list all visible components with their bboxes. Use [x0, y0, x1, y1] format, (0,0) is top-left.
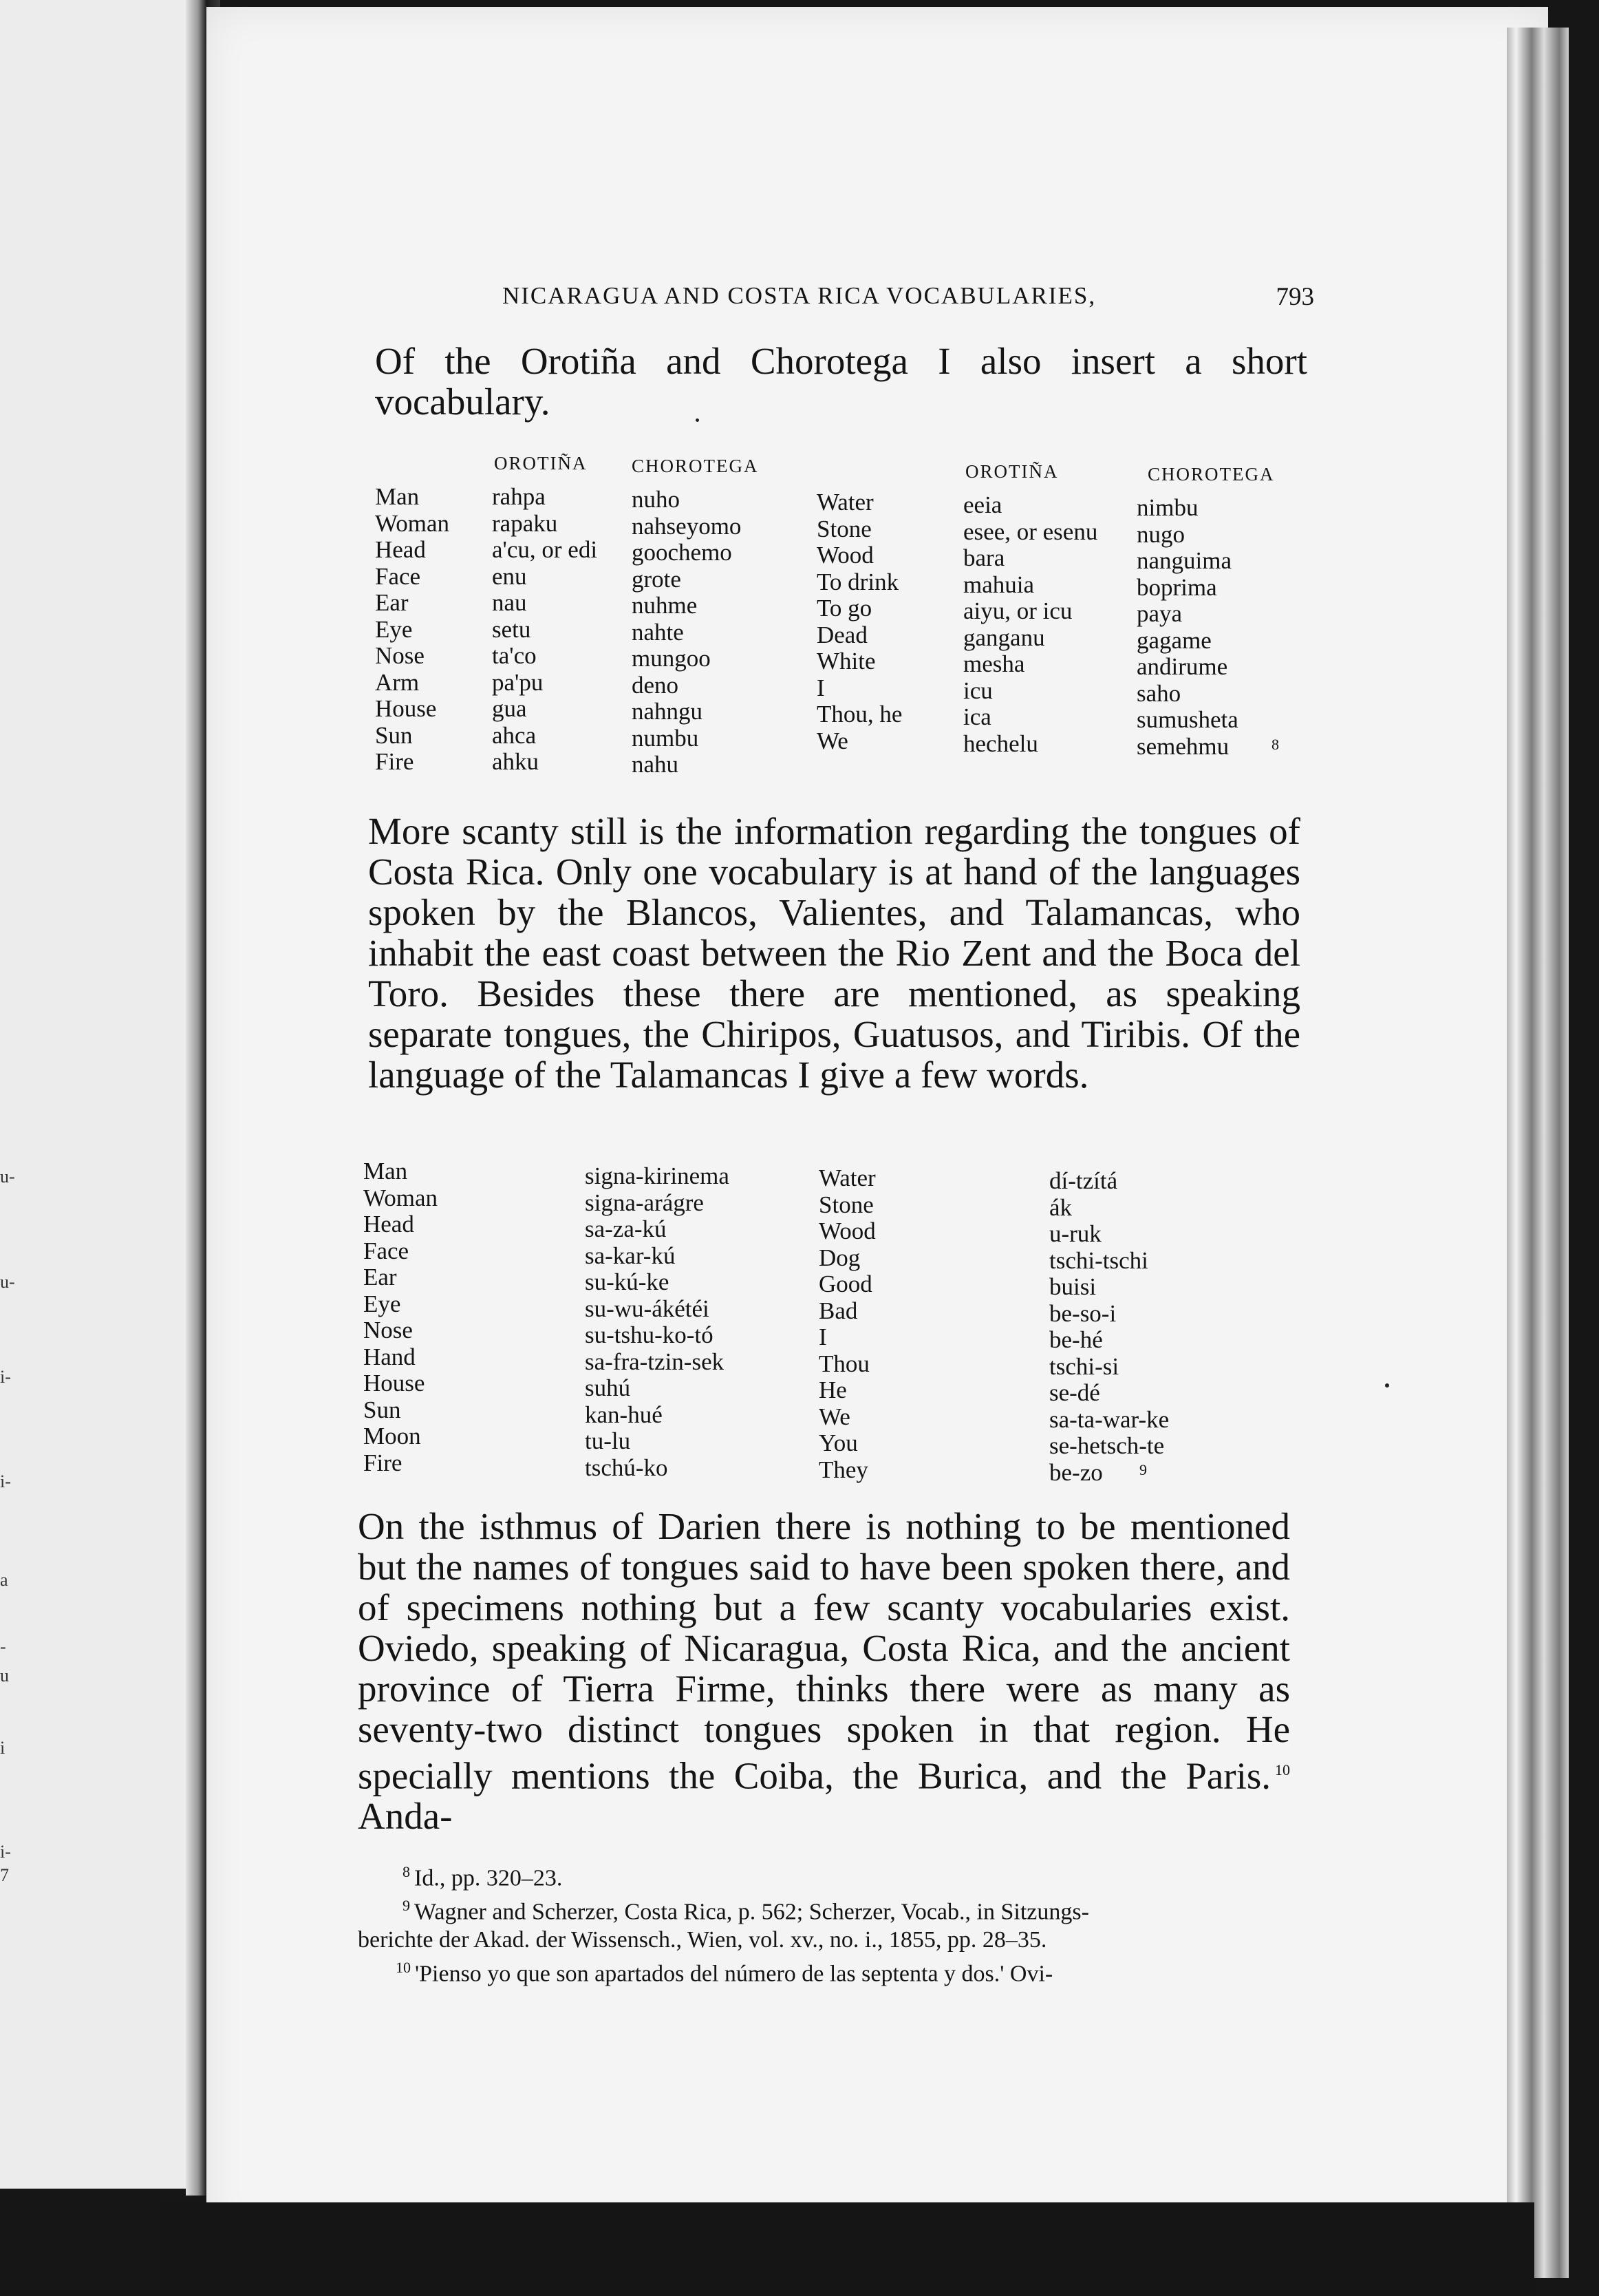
- footnote-number: 9: [403, 1897, 410, 1915]
- vocab-word: We: [819, 1403, 850, 1430]
- vocab-word: Sun: [375, 721, 413, 749]
- vocab-word: u-ruk: [1049, 1220, 1102, 1247]
- vocab-word: Ear: [363, 1264, 397, 1290]
- footnote-ref-10: 10: [1275, 1761, 1290, 1778]
- vocab-word: ahca: [492, 721, 537, 749]
- vocab-word: Moon: [363, 1423, 421, 1449]
- vocab-word: Nose: [363, 1317, 413, 1343]
- vocab-word: andirume: [1137, 653, 1228, 680]
- vocab-word: saho: [1137, 679, 1181, 707]
- vocab-word: hechelu: [963, 730, 1038, 757]
- vocab-word: sa-za-kú: [585, 1215, 667, 1242]
- vocab1-left-orotina: [492, 484, 597, 776]
- vocab-word: kan-hué: [585, 1401, 663, 1428]
- vocab-word: su-kú-ke: [585, 1268, 669, 1295]
- vocab-word: House: [363, 1370, 425, 1396]
- scan-speck: [1385, 1383, 1389, 1388]
- footnote-10: [358, 1954, 1294, 1988]
- vocab-word: tschú-ko: [585, 1454, 668, 1481]
- vocab-word: Face: [375, 562, 421, 590]
- footnote-ref-9: 9: [1139, 1461, 1147, 1478]
- vocab-word: Hand: [363, 1343, 416, 1370]
- scan-bottom-border: [158, 2202, 1534, 2296]
- vocab-word: Bad: [819, 1297, 858, 1324]
- vocab-word: dí-tzítá: [1049, 1167, 1118, 1194]
- vocab-word: Ear: [375, 589, 409, 616]
- vocab-word: nugo: [1137, 520, 1185, 548]
- vocab-word: rapaku: [492, 509, 558, 537]
- margin-fragment: -: [0, 1637, 6, 1657]
- vocab-word: gua: [492, 695, 527, 722]
- vocab-word: mungoo: [632, 645, 711, 672]
- darien-paragraph: [358, 1506, 1290, 1836]
- vocab-word: tschi-tschi: [1049, 1246, 1148, 1274]
- footnotes: [358, 1858, 1294, 1988]
- vocab-word: We: [817, 727, 848, 754]
- vocab-word: Water: [819, 1165, 876, 1191]
- vocab-word: signa-kirinema: [585, 1162, 729, 1189]
- vocab-word: grote: [632, 565, 681, 593]
- vocab-word: To drink: [817, 568, 899, 595]
- vocab-word: Fire: [375, 748, 414, 775]
- vocab-word: Water: [817, 489, 874, 515]
- vocab-word: Dead: [817, 621, 868, 648]
- page-number: 793: [1276, 283, 1314, 311]
- vocab-word: nahngu: [632, 698, 703, 725]
- margin-fragment: a: [0, 1570, 8, 1590]
- running-head: [502, 282, 1314, 317]
- vocab1-right-english: [817, 489, 902, 754]
- margin-fragment: u-: [0, 1167, 15, 1187]
- vocab-word: mesha: [963, 650, 1025, 677]
- vocab-word: Eye: [375, 615, 413, 643]
- vocab-word: Thou: [819, 1350, 870, 1377]
- vocab2-right-english: [819, 1165, 876, 1483]
- vocab-word: Nose: [375, 642, 425, 669]
- vocab-word: ica: [963, 703, 991, 730]
- vocab-word: Wood: [817, 542, 874, 568]
- vocab-word: be-so-i: [1049, 1299, 1117, 1327]
- vocab-word: They: [819, 1456, 868, 1483]
- footnote-9-continued: berichte der Akad. der Wissensch., Wien, vol. xv., no. i., 1855, pp. 28–35.: [358, 1926, 1047, 1953]
- vocab-word: tschi-si: [1049, 1352, 1119, 1380]
- vocab-word: tu-lu: [585, 1427, 631, 1454]
- vocab-word: a'cu, or edi: [492, 536, 598, 563]
- footnote-ref-9-wrap: [1135, 1457, 1147, 1489]
- footnote-8: [358, 1858, 1294, 1892]
- footnote-9: [358, 1892, 1294, 1926]
- vocab-word: I: [817, 674, 825, 701]
- facing-page: [0, 0, 200, 2189]
- vocab-word: deno: [632, 671, 679, 699]
- margin-fragment: 7: [0, 1865, 9, 1885]
- vocab2-left-english: [363, 1158, 438, 1476]
- vocab-word: suhú: [585, 1374, 631, 1401]
- vocab-word: sa-kar-kú: [585, 1242, 676, 1269]
- vocab-word: I: [819, 1324, 827, 1350]
- vocab-word: Eye: [363, 1290, 401, 1317]
- vocab-word: Woman: [375, 509, 449, 537]
- vocab-word: be-hé: [1049, 1326, 1103, 1353]
- vocab-word: eeia: [963, 491, 1002, 518]
- footnote-text: Wagner and Scherzer, Costa Rica, p. 562; Scherzer, Vocab., in Sitzungs-: [414, 1899, 1089, 1925]
- vocab1-right-orotina: [963, 492, 1097, 757]
- vocab-word: setu: [492, 615, 531, 643]
- vocab-word: goochemo: [632, 539, 732, 566]
- vocab-word: numbu: [632, 724, 699, 752]
- margin-fragment: i: [0, 1738, 6, 1758]
- vocab-word: Good: [819, 1271, 872, 1297]
- vocab-word: nuho: [632, 486, 680, 513]
- margin-fragment: i-: [0, 1471, 11, 1491]
- vocab-word: Wood: [819, 1218, 876, 1244]
- margin-fragment: u-: [0, 1272, 15, 1292]
- vocab-word: sa-fra-tzin-sek: [585, 1348, 725, 1375]
- vocab2-left-talamanca: [585, 1163, 729, 1481]
- vocab-word: sumusheta: [1137, 706, 1238, 733]
- vocab-word: rahpa: [492, 483, 546, 510]
- vocab1-left-english: [375, 484, 449, 776]
- vocab1-header-chorotega-left: CHOROTEGA: [632, 456, 759, 476]
- vocab-word: nahu: [632, 751, 679, 778]
- margin-fragment: i-: [0, 1842, 11, 1862]
- vocab-word: bara: [963, 544, 1005, 571]
- footnote-text: 'Pienso yo que son apartados del número de las septenta y dos.' Ovi-: [415, 1960, 1053, 1986]
- vocab-word: Man: [363, 1158, 408, 1184]
- vocab-word: pa'pu: [492, 668, 544, 696]
- vocab-word: nimbu: [1137, 494, 1199, 521]
- vocab-word: Stone: [819, 1191, 874, 1218]
- vocab2-right-talamanca: [1049, 1168, 1169, 1486]
- darien-paragraph-text: On the isthmus of Darien there is nothing to be mentioned but the names of tongues said to have been spoken there, and of specimens nothing but a few scanty vocabularies exist. Oviedo, speaking of Nicaragua, Costa Rica, and the ancient province of Tierra Firme, thinks there were as many as seventy-two distinct tongues spoken in that region. He specially mentions the Coiba, the Burica, and the Paris.: [358, 1505, 1290, 1797]
- vocab-word: Head: [363, 1211, 414, 1237]
- vocab-word: Face: [363, 1237, 409, 1264]
- vocab-word: su-wu-ákétéi: [585, 1295, 709, 1322]
- running-head-title: NICARAGUA AND COSTA RICA VOCABULARIES,: [502, 282, 1097, 309]
- vocab-word: nau: [492, 589, 527, 616]
- vocab1-header-chorotega-right: CHOROTEGA: [1148, 464, 1275, 485]
- vocab-word: aiyu, or icu: [963, 597, 1073, 624]
- vocab1-right-chorotega: [1137, 495, 1238, 760]
- footnote-ref-8: 8: [1271, 736, 1279, 753]
- vocab-word: Fire: [363, 1449, 403, 1476]
- vocab-word: nanguima: [1137, 547, 1232, 574]
- vocab-word: se-dé: [1049, 1379, 1100, 1406]
- vocab-word: House: [375, 695, 437, 722]
- margin-fragment: u: [0, 1666, 9, 1686]
- vocab-word: esee, or esenu: [963, 518, 1098, 545]
- vocab-word: nahseyomo: [632, 512, 742, 540]
- vocab-word: Head: [375, 536, 426, 563]
- vocab1-left-chorotega: [632, 487, 741, 778]
- vocab-word: nahte: [632, 618, 684, 646]
- vocab-word: mahuia: [963, 571, 1035, 598]
- vocab-word: ahku: [492, 748, 539, 775]
- vocab-word: gagame: [1137, 626, 1212, 654]
- vocab-word: You: [819, 1429, 858, 1456]
- vocab-word: Dog: [819, 1244, 861, 1271]
- vocab-word: To go: [817, 595, 872, 621]
- margin-fragment: i-: [0, 1367, 11, 1387]
- vocab-word: buisi: [1049, 1273, 1097, 1300]
- vocab-word: icu: [963, 677, 993, 704]
- footnote-number: 10: [396, 1958, 411, 1976]
- vocab-word: He: [819, 1376, 847, 1403]
- vocab-word: ganganu: [963, 624, 1045, 651]
- vocab-word: nuhme: [632, 592, 698, 619]
- footnote-ref-8-wrap: [1267, 732, 1279, 764]
- page-edges: [1507, 28, 1569, 2278]
- vocab-word: ta'co: [492, 642, 537, 669]
- vocab-word: enu: [492, 562, 527, 590]
- vocab-word: paya: [1137, 600, 1183, 627]
- vocab1-header-orotina-right: OROTIÑA: [965, 461, 1059, 482]
- vocab1-header-orotina-left: OROTIÑA: [494, 453, 588, 474]
- vocab-word: Thou, he: [817, 701, 903, 727]
- vocab-word: White: [817, 648, 876, 674]
- intro-paragraph: Of the Orotiña and Chorotega I also insert a short vocabulary.: [375, 340, 1307, 423]
- vocab-word: boprima: [1137, 573, 1217, 601]
- darien-paragraph-tail: Anda-: [358, 1795, 453, 1838]
- vocab-word: se-hetsch-te: [1049, 1432, 1165, 1459]
- vocab-word: Woman: [363, 1184, 438, 1211]
- scan-speck: [696, 418, 699, 422]
- vocab-word: signa-arágre: [585, 1189, 704, 1216]
- vocab-word: Man: [375, 483, 420, 510]
- footnote-text: Id., pp. 320–23.: [414, 1865, 563, 1891]
- vocab-word: su-tshu-ko-tó: [585, 1321, 713, 1348]
- vocab-word: Arm: [375, 668, 420, 696]
- vocab-word: be-zo: [1049, 1458, 1103, 1486]
- costa-rica-paragraph: More scanty still is the information regarding the tongues of Costa Rica. Only one vocabulary is at hand of the languages spoken by the Blancos, Valientes, and Talamancas, who inhabit the east coast between the Rio Zent and the Boca del Toro. Besides these there are mentioned, as speaking separate tongues, the Chiripos, Guatusos, and Tiribis. Of the language of the Talamancas I give a few words.: [368, 810, 1300, 1096]
- vocab-word: sa-ta-war-ke: [1049, 1405, 1170, 1433]
- vocab-word: Sun: [363, 1396, 401, 1423]
- vocab-word: Stone: [817, 515, 872, 542]
- vocab-word: ák: [1049, 1193, 1073, 1221]
- footnote-number: 8: [403, 1863, 410, 1880]
- vocab-word: semehmu: [1137, 732, 1230, 760]
